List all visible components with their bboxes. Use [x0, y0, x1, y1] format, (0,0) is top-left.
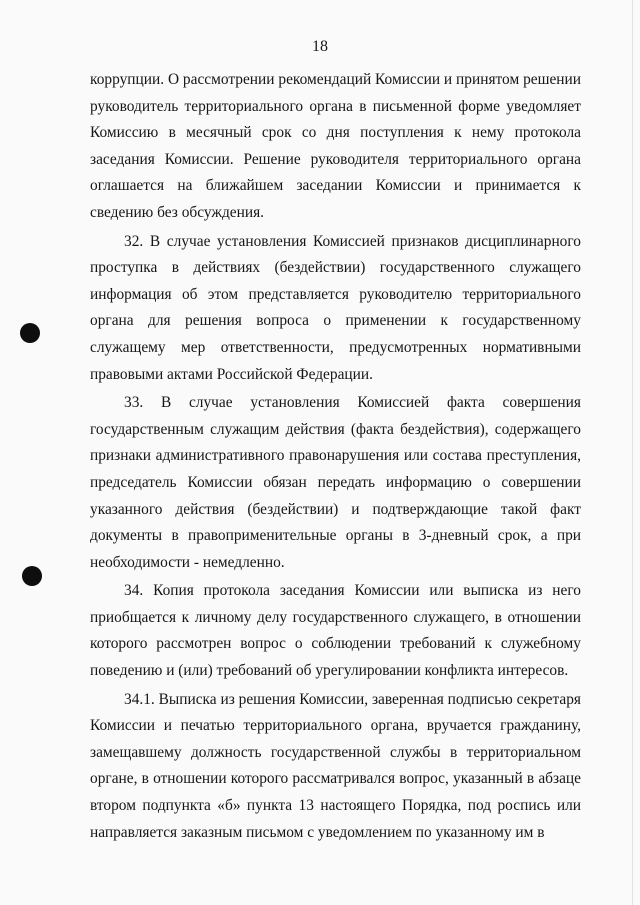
page-number: 18 [312, 38, 328, 55]
scan-edge-line [632, 0, 633, 905]
punch-hole-mark [22, 566, 42, 586]
paragraph-continuation: коррупции. О рассмотрении рекомендаций Комиссии и принятом решении руководитель территориального органа в письменной форме уведомляет Комиссию в месячный срок со дня поступления к нему протокола заседания Комиссии. Решение руководителя территориального органа оглашается на ближайшем заседании Комиссии и принимается к сведению без обсуждения. [90, 71, 581, 221]
document-body [90, 67, 581, 846]
paragraph-32: 32. В случае установления Комиссией признаков дисциплинарного проступка в действиях (бездействии) государственного служащего информация об этом представляется руководителю территориального органа для решения вопроса о применении к государственному служащему мер ответственности, предусмотренных нормативными правовыми актами Российской Федерации. [90, 232, 581, 383]
paragraph-33: 33. В случае установления Комиссией факта совершения государственным служащим действия (факта бездействия), содержащего признаки административного правонарушения или состава преступления, председатель Комиссии обязан передать информацию о совершении указанного действия (бездействии) и подтверждающие такой факт документы в правоприменительные органы в 3-дневный срок, а при необходимости - немедленно. [90, 394, 581, 571]
paragraph-34: 34. Копия протокола заседания Комиссии или выписка из него приобщается к личному делу государственного служащего, в отношении которого рассмотрен вопрос о соблюдении требований к служебному поведению и (или) требований об урегулировании конфликта интересов. [90, 582, 581, 680]
punch-hole-mark [20, 323, 40, 343]
paragraph-34-1: 34.1. Выписка из решения Комиссии, заверенная подписью секретаря Комиссии и печатью территориального органа, вручается гражданину, замещавшему должность государственной службы в территориальном органе, в отношении которого рассматривался вопрос, указанный в абзаце втором подпункта «б» пункта 13 настоящего Порядка, под роспись или направляется заказным письмом с уведомлением по указанному им в [90, 690, 581, 841]
